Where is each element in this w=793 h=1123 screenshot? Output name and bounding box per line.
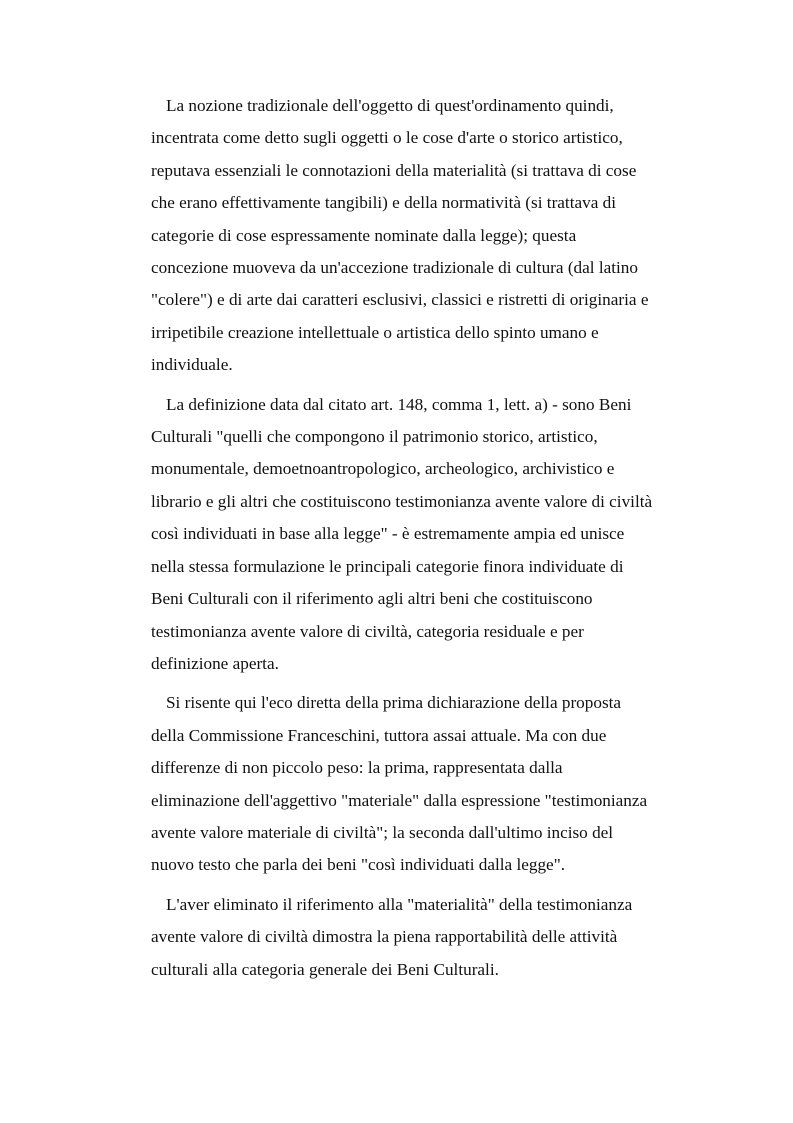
text-line: culturali alla categoria generale dei Beni Culturali.	[151, 959, 499, 979]
text-line: differenze di non piccolo peso: la prima, rappresentata dalla	[151, 758, 563, 778]
text-line: Si risente qui l'eco diretta della prima dichiarazione della proposta	[166, 693, 622, 713]
paragraph	[151, 889, 711, 986]
paragraph	[151, 389, 711, 681]
text-line: nella stessa formulazione le principali categorie finora individuate di	[151, 556, 624, 576]
text-line: che erano effettivamente tangibili) e della normatività (si trattava di	[151, 193, 616, 213]
text-line: definizione aperta.	[151, 653, 279, 673]
text-line: testimonianza avente valore di civiltà, categoria residuale e per	[151, 621, 584, 641]
text-line: reputava essenziali le connotazioni della materialità (si trattava di cose	[151, 160, 637, 180]
text-line: categorie di cose espressamente nominate dalla legge); questa	[151, 225, 577, 245]
paragraph	[151, 90, 711, 382]
text-line: concezione muoveva da un'accezione tradizionale di cultura (dal latino	[151, 258, 638, 278]
paragraph	[151, 687, 711, 881]
text-line: monumentale, demoetnoantropologico, archeologico, archivistico e	[151, 459, 615, 479]
text-line: irripetibile creazione intellettuale o artistica dello spinto umano e	[151, 322, 599, 342]
text-line: La definizione data dal citato art. 148, comma 1, lett. a) - sono Beni	[166, 394, 632, 414]
text-line: Culturali "quelli che compongono il patrimonio storico, artistico,	[151, 427, 598, 447]
text-line: eliminazione dell'aggettivo "materiale" dalla espressione "testimonianza	[151, 790, 648, 810]
text-line: La nozione tradizionale dell'oggetto di quest'ordinamento quindi,	[166, 96, 614, 115]
text-line: avente valore materiale di civiltà"; la seconda dall'ultimo inciso del	[151, 822, 614, 842]
text-line: Beni Culturali con il riferimento agli altri beni che costituiscono	[151, 589, 593, 609]
text-line: L'aver eliminato il riferimento alla "materialità" della testimonianza	[166, 894, 633, 914]
body-text	[151, 90, 711, 993]
text-line: avente valore di civiltà dimostra la piena rapportabilità delle attività	[151, 927, 618, 947]
text-line: librario e gli altri che costituiscono testimonianza avente valore di civiltà	[151, 491, 653, 511]
text-line: incentrata come detto sugli oggetti o le cose d'arte o storico artistico,	[151, 128, 623, 148]
text-line: così individuati in base alla legge" - è estremamente ampia ed unisce	[151, 524, 625, 544]
text-line: nuovo testo che parla dei beni "così individuati dalla legge".	[151, 855, 566, 875]
text-line: individuale.	[151, 355, 233, 375]
text-line: "colere") e di arte dai caratteri esclusivi, classici e ristretti di originaria e	[151, 290, 649, 310]
text-line: della Commissione Franceschini, tuttora assai attuale. Ma con due	[151, 725, 607, 745]
